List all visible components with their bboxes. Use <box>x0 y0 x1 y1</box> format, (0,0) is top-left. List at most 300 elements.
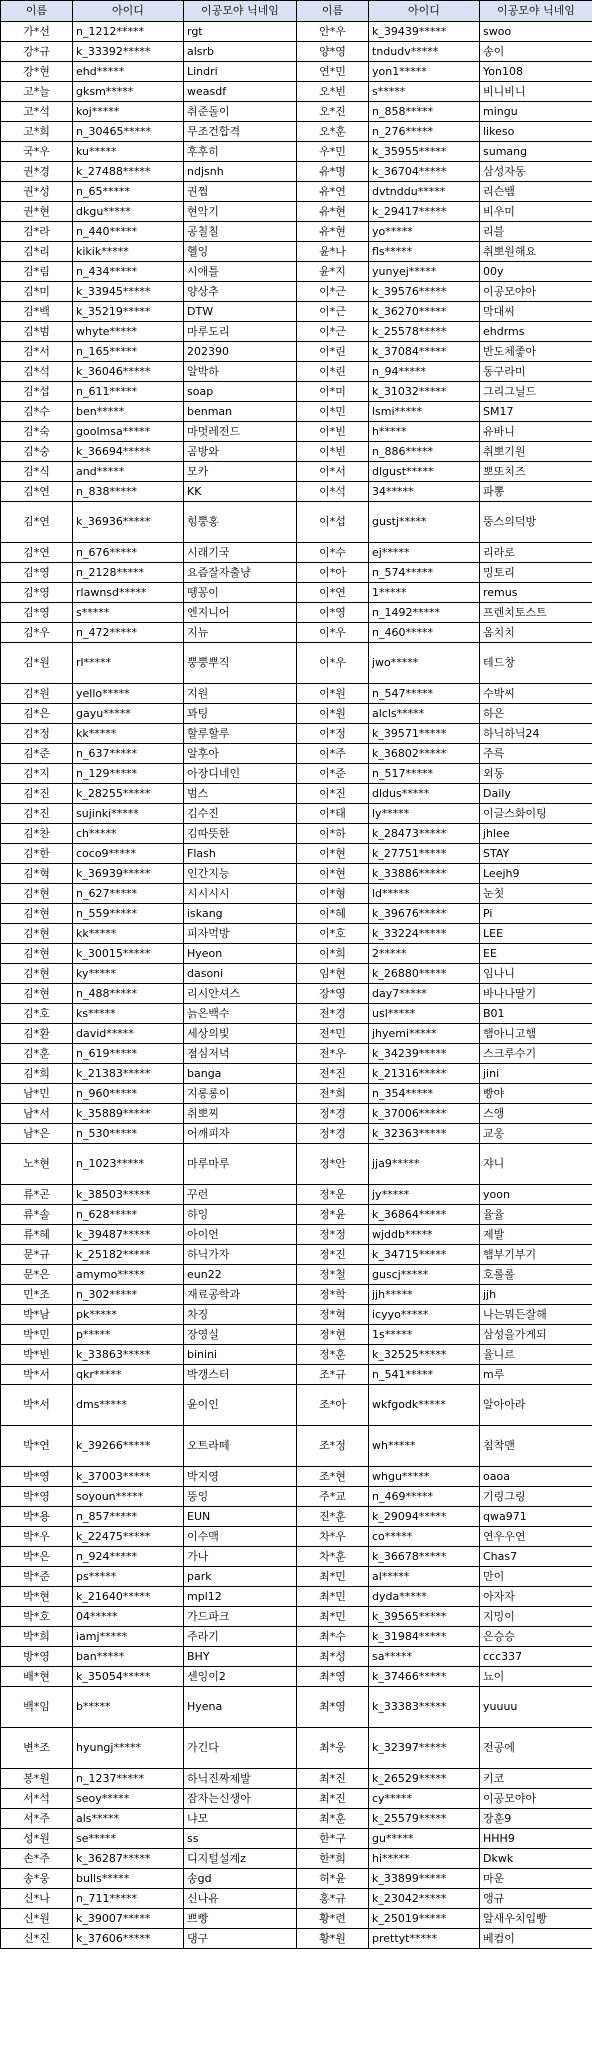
id-cell: k_33383***** <box>369 1687 480 1728</box>
table-row <box>1 1809 592 1829</box>
id-cell: jy***** <box>369 1185 480 1205</box>
name-cell: 김*미 <box>1 282 73 302</box>
name-cell: 김*우 <box>1 623 73 643</box>
name-cell: 이*태 <box>297 804 369 824</box>
name-cell: 유*연 <box>297 182 369 202</box>
name-cell: 김*백 <box>1 302 73 322</box>
name-cell: 전*민 <box>297 1024 369 1044</box>
name-cell: 김*연 <box>1 482 73 502</box>
name-cell: 정*혁 <box>297 1305 369 1325</box>
table-row <box>1 1467 592 1487</box>
nickname-cell: 취준돌이 <box>184 102 297 122</box>
name-cell: 주*교 <box>297 1487 369 1507</box>
name-cell: 양*영 <box>297 42 369 62</box>
nickname-cell: 키코 <box>480 1769 592 1789</box>
name-cell: 이*우 <box>297 643 369 684</box>
nickname-cell: 꽈팅 <box>184 704 297 724</box>
id-cell: n_559***** <box>73 904 184 924</box>
id-cell: n_541***** <box>369 1365 480 1385</box>
id-cell: k_39571***** <box>369 724 480 744</box>
id-cell: coco9***** <box>73 844 184 864</box>
table-row <box>1 302 592 322</box>
id-cell: k_39676***** <box>369 904 480 924</box>
id-cell: wjddb***** <box>369 1225 480 1245</box>
id-cell: 04***** <box>73 1607 184 1627</box>
nickname-cell: alsrb <box>184 42 297 62</box>
name-cell: 박*은 <box>1 1547 73 1567</box>
nickname-cell: yoon <box>480 1185 592 1205</box>
name-cell: 전*진 <box>297 1064 369 1084</box>
nickname-cell: 침착맨 <box>480 1426 592 1467</box>
id-cell: k_31032***** <box>369 382 480 402</box>
id-cell: gksm***** <box>73 82 184 102</box>
nickname-cell: dasoni <box>184 964 297 984</box>
id-cell: k_25182***** <box>73 1245 184 1265</box>
id-cell: kk***** <box>73 924 184 944</box>
table-row <box>1 262 592 282</box>
table-row <box>1 1285 592 1305</box>
name-cell: 이*진 <box>297 784 369 804</box>
nickname-cell: 연우우연 <box>480 1527 592 1547</box>
name-cell: 남*서 <box>1 1104 73 1124</box>
name-cell: 이*영 <box>297 603 369 623</box>
nickname-cell: 박지영 <box>184 1467 297 1487</box>
table-row <box>1 1627 592 1647</box>
name-cell: 김*호 <box>1 1004 73 1024</box>
id-cell: ly***** <box>369 804 480 824</box>
name-cell: 최*민 <box>297 1587 369 1607</box>
nickname-cell: Hyeon <box>184 944 297 964</box>
id-cell: n_434***** <box>73 262 184 282</box>
nickname-cell: 이공모야아 <box>480 282 592 302</box>
id-cell: 1s***** <box>369 1325 480 1345</box>
name-cell: 조*정 <box>297 1426 369 1467</box>
nickname-cell: park <box>184 1567 297 1587</box>
table-row <box>1 704 592 724</box>
id-cell: k_21316***** <box>369 1064 480 1084</box>
id-cell: fls***** <box>369 242 480 262</box>
header-id-1: 아이디 <box>73 1 184 22</box>
nickname-cell: 헬잉 <box>184 242 297 262</box>
name-cell: 정*철 <box>297 1265 369 1285</box>
name-cell: 고*석 <box>1 102 73 122</box>
table-row <box>1 1769 592 1789</box>
nickname-cell: 알박하 <box>184 362 297 382</box>
id-cell: guscj***** <box>369 1265 480 1285</box>
table-row <box>1 422 592 442</box>
nickname-cell: yuuuu <box>480 1687 592 1728</box>
id-cell: n_30465***** <box>73 122 184 142</box>
nickname-cell: 피자먹방 <box>184 924 297 944</box>
name-cell: 백*임 <box>1 1687 73 1728</box>
name-cell: 최*성 <box>297 1647 369 1667</box>
nickname-cell: 반도체좋아 <box>480 342 592 362</box>
id-cell: se***** <box>73 1829 184 1849</box>
table-row <box>1 362 592 382</box>
name-cell: 박*영 <box>1 1487 73 1507</box>
name-cell: 강*규 <box>1 42 73 62</box>
nickname-cell: 가드파크 <box>184 1607 297 1627</box>
nickname-cell: ccc337 <box>480 1647 592 1667</box>
nickname-cell: 송이 <box>480 42 592 62</box>
name-cell: 가*선 <box>1 22 73 42</box>
nickname-cell: 하은 <box>480 704 592 724</box>
name-cell: 김*현 <box>1 924 73 944</box>
name-cell: 황*원 <box>297 1929 369 1949</box>
name-cell: 서*석 <box>1 1789 73 1809</box>
name-cell: 전*우 <box>297 1044 369 1064</box>
name-cell: 봉*원 <box>1 1769 73 1789</box>
nickname-cell: HHH9 <box>480 1829 592 1849</box>
table-row <box>1 322 592 342</box>
id-cell: k_36939***** <box>73 864 184 884</box>
id-cell: n_129***** <box>73 764 184 784</box>
id-cell: k_37466***** <box>369 1667 480 1687</box>
name-cell: 조*현 <box>297 1467 369 1487</box>
id-cell: k_37003***** <box>73 1467 184 1487</box>
name-cell: 김*진 <box>1 784 73 804</box>
nickname-cell: Chas7 <box>480 1547 592 1567</box>
id-cell: n_676***** <box>73 543 184 563</box>
id-cell: k_32363***** <box>369 1124 480 1144</box>
nickname-cell: 가긴다 <box>184 1728 297 1769</box>
nickname-cell: 뚱스의덕방 <box>480 502 592 543</box>
id-cell: n_574***** <box>369 563 480 583</box>
name-cell: 방*영 <box>1 1647 73 1667</box>
nickname-cell: 삼성을가게되 <box>480 1325 592 1345</box>
id-cell: hyungj***** <box>73 1728 184 1769</box>
nickname-cell: oaoa <box>480 1467 592 1487</box>
id-cell: ks***** <box>73 1004 184 1024</box>
id-cell: k_26529***** <box>369 1769 480 1789</box>
nickname-cell: jhlee <box>480 824 592 844</box>
id-cell: n_637***** <box>73 744 184 764</box>
id-cell: k_36936***** <box>73 502 184 543</box>
nickname-cell: ehdrms <box>480 322 592 342</box>
nickname-cell: 옴치치 <box>480 623 592 643</box>
name-cell: 류*솔 <box>1 1205 73 1225</box>
id-cell: k_37084***** <box>369 342 480 362</box>
id-cell: k_28255***** <box>73 784 184 804</box>
name-cell: 남*은 <box>1 1124 73 1144</box>
name-cell: 박*연 <box>1 1426 73 1467</box>
table-row <box>1 784 592 804</box>
name-cell: 변*조 <box>1 1728 73 1769</box>
id-cell: seoy***** <box>73 1789 184 1809</box>
name-cell: 박*호 <box>1 1607 73 1627</box>
table-row <box>1 1225 592 1245</box>
name-cell: 이*근 <box>297 322 369 342</box>
table-row <box>1 603 592 623</box>
name-cell: 고*희 <box>1 122 73 142</box>
name-cell: 이*원 <box>297 704 369 724</box>
id-cell: dvtnddu***** <box>369 182 480 202</box>
name-cell: 조*규 <box>297 1365 369 1385</box>
name-cell: 이*근 <box>297 282 369 302</box>
table-row <box>1 1144 592 1185</box>
nickname-cell: Flash <box>184 844 297 864</box>
name-cell: 신*진 <box>1 1929 73 1949</box>
id-cell: n_838***** <box>73 482 184 502</box>
id-cell: ch***** <box>73 824 184 844</box>
id-cell: k_39439***** <box>369 22 480 42</box>
name-cell: 김*영 <box>1 603 73 623</box>
nickname-cell: ndjsnh <box>184 162 297 182</box>
table-row <box>1 1124 592 1144</box>
name-cell: 이*정 <box>297 724 369 744</box>
nickname-cell: 유바니 <box>480 422 592 442</box>
table-row <box>1 1667 592 1687</box>
name-cell: 윤*나 <box>297 242 369 262</box>
name-cell: 이*주 <box>297 744 369 764</box>
id-cell: lsmi***** <box>369 402 480 422</box>
table-row <box>1 82 592 102</box>
table-row <box>1 904 592 924</box>
table-row <box>1 1728 592 1769</box>
table-row <box>1 1004 592 1024</box>
nickname-cell: 뗑꽁이 <box>184 583 297 603</box>
name-cell: 서*주 <box>1 1809 73 1829</box>
name-cell: 권*현 <box>1 202 73 222</box>
nickname-cell: 뿡뿡뿌직 <box>184 643 297 684</box>
name-cell: 김*진 <box>1 804 73 824</box>
nickname-cell: 디지털설계z <box>184 1849 297 1869</box>
name-cell: 연*민 <box>297 62 369 82</box>
name-cell: 이*민 <box>297 402 369 422</box>
nickname-cell: 현악기 <box>184 202 297 222</box>
nickname-cell: 세상의빛 <box>184 1024 297 1044</box>
name-cell: 정*학 <box>297 1285 369 1305</box>
name-cell: 김*숙 <box>1 422 73 442</box>
id-cell: n_440***** <box>73 222 184 242</box>
name-cell: 김*환 <box>1 1024 73 1044</box>
name-cell: 진*훈 <box>297 1507 369 1527</box>
id-cell: k_36287***** <box>73 1849 184 1869</box>
id-cell: rl***** <box>73 643 184 684</box>
nickname-cell: 그리그닐드 <box>480 382 592 402</box>
id-cell: jja9***** <box>369 1144 480 1185</box>
nickname-cell: 앵규 <box>480 1889 592 1909</box>
nickname-cell: 제발 <box>480 1225 592 1245</box>
table-row <box>1 824 592 844</box>
header-nickname-1: 이공모야 닉네임 <box>184 1 297 22</box>
nickname-cell: 뚱잉 <box>184 1487 297 1507</box>
id-cell: kikik***** <box>73 242 184 262</box>
name-cell: 이*석 <box>297 482 369 502</box>
nickname-cell: remus <box>480 583 592 603</box>
id-cell: k_29094***** <box>369 1507 480 1527</box>
nickname-cell: 어깨피자 <box>184 1124 297 1144</box>
name-cell: 이*혜 <box>297 904 369 924</box>
table-row <box>1 202 592 222</box>
table-row <box>1 122 592 142</box>
id-cell: k_25019***** <box>369 1909 480 1929</box>
name-cell: 문*규 <box>1 1245 73 1265</box>
id-cell: ps***** <box>73 1567 184 1587</box>
nickname-cell: 취뽀원해요 <box>480 242 592 262</box>
nickname-cell: 힝뿡홍 <box>184 502 297 543</box>
id-cell: kk***** <box>73 724 184 744</box>
nickname-cell: Leejh9 <box>480 864 592 884</box>
id-cell: n_94***** <box>369 362 480 382</box>
id-cell: n_517***** <box>369 764 480 784</box>
name-cell: 최*영 <box>297 1667 369 1687</box>
nickname-cell: 하닉진짜제발 <box>184 1769 297 1789</box>
nickname-cell: 차징 <box>184 1305 297 1325</box>
name-cell: 김*영 <box>1 583 73 603</box>
nickname-cell: 하잉 <box>184 1205 297 1225</box>
nickname-cell: Pi <box>480 904 592 924</box>
nickname-cell: 리슨뱀 <box>480 182 592 202</box>
nickname-cell: 점심저녁 <box>184 1044 297 1064</box>
name-cell: 김*연 <box>1 543 73 563</box>
nickname-cell: 이공모야아 <box>480 1789 592 1809</box>
id-cell: k_33899***** <box>369 1869 480 1889</box>
name-cell: 황*련 <box>297 1909 369 1929</box>
id-cell: n_619***** <box>73 1044 184 1064</box>
name-cell: 김*서 <box>1 342 73 362</box>
nickname-cell: 김따뜻한 <box>184 824 297 844</box>
table-row <box>1 623 592 643</box>
id-cell: k_37006***** <box>369 1104 480 1124</box>
nickname-cell: 마멋레전드 <box>184 422 297 442</box>
name-cell: 박*서 <box>1 1365 73 1385</box>
name-cell: 정*윤 <box>297 1205 369 1225</box>
table-row <box>1 382 592 402</box>
id-cell: usl***** <box>369 1004 480 1024</box>
id-cell: k_26880***** <box>369 964 480 984</box>
table-row <box>1 1044 592 1064</box>
nickname-cell: KK <box>184 482 297 502</box>
nickname-cell: 아자자 <box>480 1587 592 1607</box>
name-cell: 김*희 <box>1 1064 73 1084</box>
name-cell: 김*라 <box>1 222 73 242</box>
name-cell: 신*나 <box>1 1889 73 1909</box>
table-row <box>1 162 592 182</box>
id-cell: dyda***** <box>369 1587 480 1607</box>
nickname-cell: swoo <box>480 22 592 42</box>
header-name-1: 이름 <box>1 1 73 22</box>
id-cell: goolmsa***** <box>73 422 184 442</box>
table-row <box>1 864 592 884</box>
nickname-cell: 이수맥 <box>184 1527 297 1547</box>
id-cell: day7***** <box>369 984 480 1004</box>
nickname-cell: 오트라떼 <box>184 1426 297 1467</box>
nickname-cell: 비우미 <box>480 202 592 222</box>
name-cell: 정*안 <box>297 1144 369 1185</box>
table-row <box>1 583 592 603</box>
name-cell: 이*미 <box>297 382 369 402</box>
name-cell: 박*용 <box>1 1507 73 1527</box>
id-cell: n_886***** <box>369 442 480 462</box>
id-cell: k_35219***** <box>73 302 184 322</box>
nickname-cell: LEE <box>480 924 592 944</box>
name-cell: 박*민 <box>1 1325 73 1345</box>
id-cell: amymo***** <box>73 1265 184 1285</box>
table-row <box>1 22 592 42</box>
nickname-cell: 햄아니고햄 <box>480 1024 592 1044</box>
nickname-cell: B01 <box>480 1004 592 1024</box>
id-cell: gu***** <box>369 1829 480 1849</box>
name-cell: 박*준 <box>1 1567 73 1587</box>
name-cell: 노*현 <box>1 1144 73 1185</box>
table-row <box>1 543 592 563</box>
id-cell: n_711***** <box>73 1889 184 1909</box>
name-cell: 류*곤 <box>1 1185 73 1205</box>
name-cell: 민*조 <box>1 1285 73 1305</box>
name-cell: 김*지 <box>1 764 73 784</box>
id-cell: k_29417***** <box>369 202 480 222</box>
table-row <box>1 1305 592 1325</box>
name-cell: 장*영 <box>297 984 369 1004</box>
nickname-cell: 교옹 <box>480 1124 592 1144</box>
nickname-cell: 인간지능 <box>184 864 297 884</box>
id-cell: dms***** <box>73 1385 184 1426</box>
nickname-cell: 뇨이 <box>480 1667 592 1687</box>
name-cell: 김*혁 <box>1 864 73 884</box>
name-cell: 유*현 <box>297 202 369 222</box>
table-row <box>1 1345 592 1365</box>
table-row <box>1 1909 592 1929</box>
id-cell: n_627***** <box>73 884 184 904</box>
id-cell: and***** <box>73 462 184 482</box>
nickname-cell: 바나나딸기 <box>480 984 592 1004</box>
name-cell: 이*아 <box>297 563 369 583</box>
nickname-cell: eun22 <box>184 1265 297 1285</box>
name-cell: 조*아 <box>297 1385 369 1426</box>
name-cell: 김*석 <box>1 362 73 382</box>
nickname-cell: 스앵 <box>480 1104 592 1124</box>
id-cell: k_36678***** <box>369 1547 480 1567</box>
name-cell: 이*섭 <box>297 502 369 543</box>
nickname-cell: 기링그링 <box>480 1487 592 1507</box>
id-cell: 34***** <box>369 482 480 502</box>
name-cell: 신*원 <box>1 1909 73 1929</box>
id-cell: rlawnsd***** <box>73 583 184 603</box>
name-cell: 최*웅 <box>297 1728 369 1769</box>
nickname-cell: qwa971 <box>480 1507 592 1527</box>
nickname-cell: 윤이인 <box>184 1385 297 1426</box>
nickname-cell: Daily <box>480 784 592 804</box>
id-cell: n_2128***** <box>73 563 184 583</box>
table-row <box>1 1567 592 1587</box>
table-row <box>1 1426 592 1467</box>
table-row <box>1 844 592 864</box>
name-cell: 김*찬 <box>1 824 73 844</box>
id-cell: k_34239***** <box>369 1044 480 1064</box>
nickname-cell: jini <box>480 1064 592 1084</box>
nickname-cell: m루 <box>480 1365 592 1385</box>
id-cell: gayu***** <box>73 704 184 724</box>
table-row <box>1 62 592 82</box>
table-row <box>1 1205 592 1225</box>
id-cell: n_1492***** <box>369 603 480 623</box>
table-row <box>1 1587 592 1607</box>
nickname-cell: 눈칫 <box>480 884 592 904</box>
id-cell: n_530***** <box>73 1124 184 1144</box>
name-cell: 전*희 <box>297 1084 369 1104</box>
nickname-cell: jjh <box>480 1285 592 1305</box>
id-cell: jjh***** <box>369 1285 480 1305</box>
id-cell: k_21640***** <box>73 1587 184 1607</box>
name-cell: 이*희 <box>297 944 369 964</box>
id-cell: iamj***** <box>73 1627 184 1647</box>
id-cell: k_33945***** <box>73 282 184 302</box>
nickname-cell: weasdf <box>184 82 297 102</box>
name-cell: 정*경 <box>297 1104 369 1124</box>
name-cell: 최*영 <box>297 1687 369 1728</box>
id-cell: whgu***** <box>369 1467 480 1487</box>
